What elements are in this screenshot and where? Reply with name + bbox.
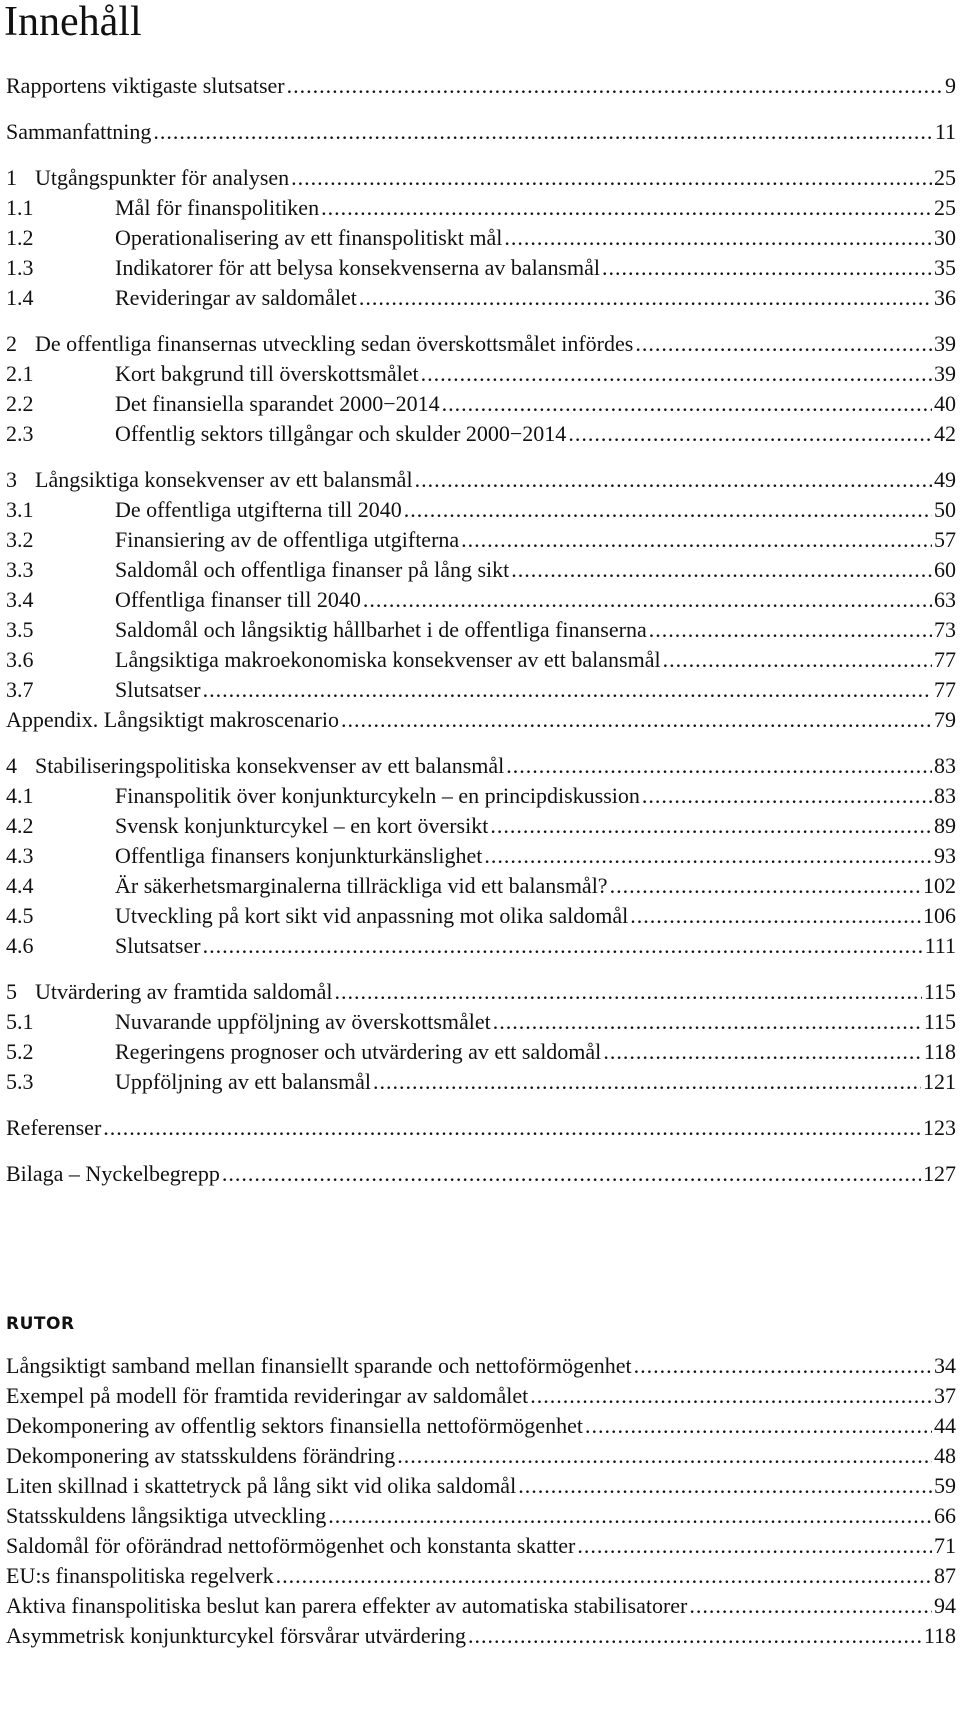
entry-title: Exempel på modell för framtida revideringar av saldomålet [6, 1383, 529, 1408]
page-number: 25 [934, 195, 956, 220]
page-number: 57 [934, 527, 956, 552]
dot-leader [421, 360, 932, 388]
section-number: 3.7 [6, 677, 34, 702]
toc-entry[interactable] [6, 1008, 956, 1036]
entry-title: Mål för finanspolitiken [115, 195, 320, 220]
entry-title: Dekomponering av offentlig sektors finansiella nettoförmögenhet [6, 1413, 583, 1438]
page-number: 50 [934, 497, 956, 522]
dot-leader [634, 1352, 932, 1380]
page-number: 40 [934, 391, 956, 416]
toc-entry[interactable] [6, 72, 956, 100]
entry-title: Rapportens viktigaste slutsatser [6, 73, 285, 98]
dot-leader [568, 420, 932, 448]
dot-leader [642, 782, 932, 810]
entry-title: Långsiktigt samband mellan finansiellt sparande och nettoförmögenhet [6, 1353, 632, 1378]
dot-leader [103, 1114, 921, 1142]
toc-entry[interactable] [6, 706, 956, 734]
toc-entry[interactable] [6, 390, 956, 418]
entry-title: Saldomål och offentliga finanser på lång sikt [115, 557, 510, 582]
toc-entry[interactable] [6, 526, 956, 554]
page-number: 77 [934, 647, 956, 672]
dot-leader [222, 1160, 921, 1188]
section-number: 5.3 [6, 1069, 34, 1094]
entry-title: Regeringens prognoser och utvärdering av ett saldomål [115, 1039, 602, 1064]
page-number: 93 [934, 843, 956, 868]
page-number: 94 [934, 1593, 956, 1618]
section-number: 4.5 [6, 903, 34, 928]
page-number: 42 [934, 421, 956, 446]
entry-title: Aktiva finanspolitiska beslut kan parera effekter av automatiska stabilisatorer [6, 1593, 688, 1618]
entry-title: Utvärdering av framtida saldomål [35, 979, 333, 1004]
dot-leader [203, 932, 923, 960]
dot-leader [484, 842, 932, 870]
section-number: 3.6 [6, 647, 34, 672]
toc-entry[interactable] [6, 1114, 956, 1142]
toc-entry[interactable] [6, 496, 956, 524]
toc-entry[interactable] [6, 224, 956, 252]
rutor-entry[interactable] [6, 1472, 956, 1500]
page-number: 44 [934, 1413, 956, 1438]
dot-leader [610, 872, 921, 900]
entry-title: Det finansiella sparandet 2000−2014 [115, 391, 440, 416]
toc-entry[interactable] [6, 902, 956, 930]
dot-leader [490, 812, 932, 840]
dot-leader [328, 1502, 932, 1530]
toc-entry[interactable] [6, 752, 956, 780]
entry-title: Appendix. Långsiktigt makroscenario [6, 707, 339, 732]
section-number: 3.3 [6, 557, 34, 582]
section-number: 2.2 [6, 391, 34, 416]
rutor-entry[interactable] [6, 1352, 956, 1380]
page-number: 59 [934, 1473, 956, 1498]
rutor-entry[interactable] [6, 1382, 956, 1410]
section-number: 4.6 [6, 933, 34, 958]
dot-leader [341, 706, 932, 734]
section-number: 1.4 [6, 285, 34, 310]
toc-entry[interactable] [6, 586, 956, 614]
section-number: 4.4 [6, 873, 34, 898]
toc-entry[interactable] [6, 466, 956, 494]
entry-title: Liten skillnad i skattetryck på lång sikt vid olika saldomål [6, 1473, 517, 1498]
toc-entry[interactable] [6, 676, 956, 704]
entry-title: Referenser [6, 1115, 102, 1140]
entry-title: Dekomponering av statsskuldens förändring [6, 1443, 396, 1468]
page-number: 37 [934, 1383, 956, 1408]
page-number: 39 [934, 331, 956, 356]
section-number: 5.1 [6, 1009, 34, 1034]
toc-entry[interactable] [6, 842, 956, 870]
rutor-entry[interactable] [6, 1592, 956, 1620]
entry-title: Bilaga – Nyckelbegrepp [6, 1161, 220, 1186]
toc-entry[interactable] [6, 420, 956, 448]
toc-entry[interactable] [6, 254, 956, 282]
section-number: 3.2 [6, 527, 34, 552]
section-number: 5.2 [6, 1039, 34, 1064]
dot-leader [203, 676, 932, 704]
section-number: 2.3 [6, 421, 34, 446]
section-number: 3.1 [6, 497, 34, 522]
dot-leader [649, 616, 932, 644]
page-number: 39 [934, 361, 956, 386]
toc-entry[interactable] [6, 330, 956, 358]
entry-title: De offentliga utgifterna till 2040 [115, 497, 402, 522]
page-number: 49 [934, 467, 956, 492]
rutor-entry[interactable] [6, 1532, 956, 1560]
entry-title: De offentliga finansernas utveckling sedan överskottsmålet infördes [35, 331, 634, 356]
page-number: 66 [934, 1503, 956, 1528]
dot-leader [373, 1068, 921, 1096]
entry-title: Slutsatser [115, 933, 201, 958]
page-number: 35 [934, 255, 956, 280]
toc-entry[interactable] [6, 1160, 956, 1188]
rutor-entry[interactable] [6, 1622, 956, 1650]
page-number: 60 [934, 557, 956, 582]
entry-title: Offentliga finansers konjunkturkänslighet [115, 843, 483, 868]
dot-leader [404, 496, 932, 524]
toc-entry[interactable] [6, 1038, 956, 1066]
dot-leader [321, 194, 932, 222]
section-number: 2.1 [6, 361, 34, 386]
page-number: 89 [934, 813, 956, 838]
dot-leader [287, 72, 943, 100]
dot-leader [415, 466, 932, 494]
dot-leader [689, 1592, 932, 1620]
entry-title: Finansiering av de offentliga utgifterna [115, 527, 460, 552]
page-number: 127 [923, 1161, 956, 1186]
dot-leader [153, 118, 932, 146]
toc-entry[interactable] [6, 164, 956, 192]
page-number: 118 [923, 1623, 956, 1648]
page-number: 83 [934, 753, 956, 778]
page-number: 73 [934, 617, 956, 642]
toc-entry[interactable] [6, 118, 956, 146]
dot-leader [602, 254, 932, 282]
section-number: 3.5 [6, 617, 34, 642]
dot-leader [363, 586, 932, 614]
section-number: 4.2 [6, 813, 34, 838]
section-number: 1.2 [6, 225, 34, 250]
section-number: 1.1 [6, 195, 34, 220]
page-number: 79 [934, 707, 956, 732]
dot-leader [577, 1532, 932, 1560]
dot-leader [635, 330, 932, 358]
entry-title: Är säkerhetsmarginalerna tillräckliga vid ett balansmål? [115, 873, 608, 898]
page-number: 30 [934, 225, 956, 250]
section-number: 3 [6, 467, 17, 492]
page-number: 9 [945, 73, 956, 98]
section-number: 3.4 [6, 587, 34, 612]
toc-entry[interactable] [6, 978, 956, 1006]
page-title: Innehåll [4, 0, 142, 45]
dot-leader [506, 752, 932, 780]
page-number: 71 [934, 1533, 956, 1558]
entry-title: Långsiktiga konsekvenser av ett balansmål [35, 467, 413, 492]
rutor-entry[interactable] [6, 1562, 956, 1590]
entry-title: Sammanfattning [6, 119, 152, 144]
section-number: 4.1 [6, 783, 34, 808]
entry-title: Långsiktiga makroekonomiska konsekvenser av ett balansmål [115, 647, 661, 672]
page-number: 121 [923, 1069, 956, 1094]
toc-entry[interactable] [6, 1068, 956, 1096]
section-number: 2 [6, 331, 17, 356]
section-number: 4.3 [6, 843, 34, 868]
toc-entry[interactable] [6, 194, 956, 222]
dot-leader [530, 1382, 932, 1410]
entry-title: Finanspolitik över konjunkturcykeln – en principdiskussion [115, 783, 640, 808]
entry-title: Stabiliseringspolitiska konsekvenser av ett balansmål [35, 753, 505, 778]
dot-leader [630, 902, 921, 930]
section-number: 5 [6, 979, 17, 1004]
entry-title: Svensk konjunkturcykel – en kort översikt [115, 813, 489, 838]
toc-entry[interactable] [6, 932, 956, 960]
page-number: 115 [923, 979, 956, 1004]
section-number: 4 [6, 753, 17, 778]
entry-title: Statsskuldens långsiktiga utveckling [6, 1503, 327, 1528]
entry-title: Uppföljning av ett balansmål [115, 1069, 371, 1094]
toc-entry[interactable] [6, 782, 956, 810]
page-number: 36 [934, 285, 956, 310]
dot-leader [291, 164, 932, 192]
page-number: 34 [934, 1353, 956, 1378]
toc-entry[interactable] [6, 556, 956, 584]
page-number: 106 [923, 903, 956, 928]
toc-entry[interactable] [6, 616, 956, 644]
page-number: 48 [934, 1443, 956, 1468]
dot-leader [461, 526, 932, 554]
entry-title: Nuvarande uppföljning av överskottsmålet [115, 1009, 491, 1034]
toc-entry[interactable] [6, 872, 956, 900]
dot-leader [603, 1038, 922, 1066]
toc-entry[interactable] [6, 812, 956, 840]
page-number: 77 [934, 677, 956, 702]
section-number: 1.3 [6, 255, 34, 280]
entry-title: EU:s finanspolitiska regelverk [6, 1563, 274, 1588]
dot-leader [511, 556, 932, 584]
entry-title: Offentliga finanser till 2040 [115, 587, 361, 612]
entry-title: Asymmetrisk konjunkturcykel försvårar utvärdering [6, 1623, 467, 1648]
dot-leader [276, 1562, 932, 1590]
page-number: 25 [934, 165, 956, 190]
dot-leader [397, 1442, 932, 1470]
dot-leader [504, 224, 932, 252]
entry-title: Kort bakgrund till överskottsmålet [115, 361, 419, 386]
dot-leader [335, 978, 922, 1006]
rutor-entry[interactable] [6, 1442, 956, 1470]
dot-leader [359, 284, 932, 312]
entry-title: Operationalisering av ett finanspolitiskt mål [115, 225, 503, 250]
entry-title: Saldomål för oförändrad nettoförmögenhet och konstanta skatter [6, 1533, 576, 1558]
page-number: 118 [923, 1039, 956, 1064]
page-number: 83 [934, 783, 956, 808]
page-number: 63 [934, 587, 956, 612]
page-number: 102 [923, 873, 956, 898]
rutor-heading: RUTOR [6, 1314, 75, 1334]
entry-title: Utveckling på kort sikt vid anpassning mot olika saldomål [115, 903, 629, 928]
dot-leader [493, 1008, 922, 1036]
dot-leader [518, 1472, 932, 1500]
entry-title: Indikatorer för att belysa konsekvenserna av balansmål [115, 255, 601, 280]
section-number: 1 [6, 165, 17, 190]
entry-title: Revideringar av saldomålet [115, 285, 357, 310]
entry-title: Slutsatser [115, 677, 201, 702]
rutor-entry[interactable] [6, 1502, 956, 1530]
page-number: 123 [923, 1115, 956, 1140]
dot-leader [442, 390, 932, 418]
toc-entry[interactable] [6, 360, 956, 388]
entry-title: Offentlig sektors tillgångar och skulder 2000−2014 [115, 421, 567, 446]
page-number: 115 [923, 1009, 956, 1034]
dot-leader [663, 646, 932, 674]
toc-entry[interactable] [6, 284, 956, 312]
dot-leader [468, 1622, 922, 1650]
entry-title: Utgångspunkter för analysen [35, 165, 290, 190]
toc-entry[interactable] [6, 646, 956, 674]
page-number: 111 [924, 933, 956, 958]
dot-leader [585, 1412, 932, 1440]
entry-title: Saldomål och långsiktig hållbarhet i de offentliga finanserna [115, 617, 647, 642]
page-number: 11 [934, 119, 956, 144]
rutor-entry[interactable] [6, 1412, 956, 1440]
page-number: 87 [934, 1563, 956, 1588]
